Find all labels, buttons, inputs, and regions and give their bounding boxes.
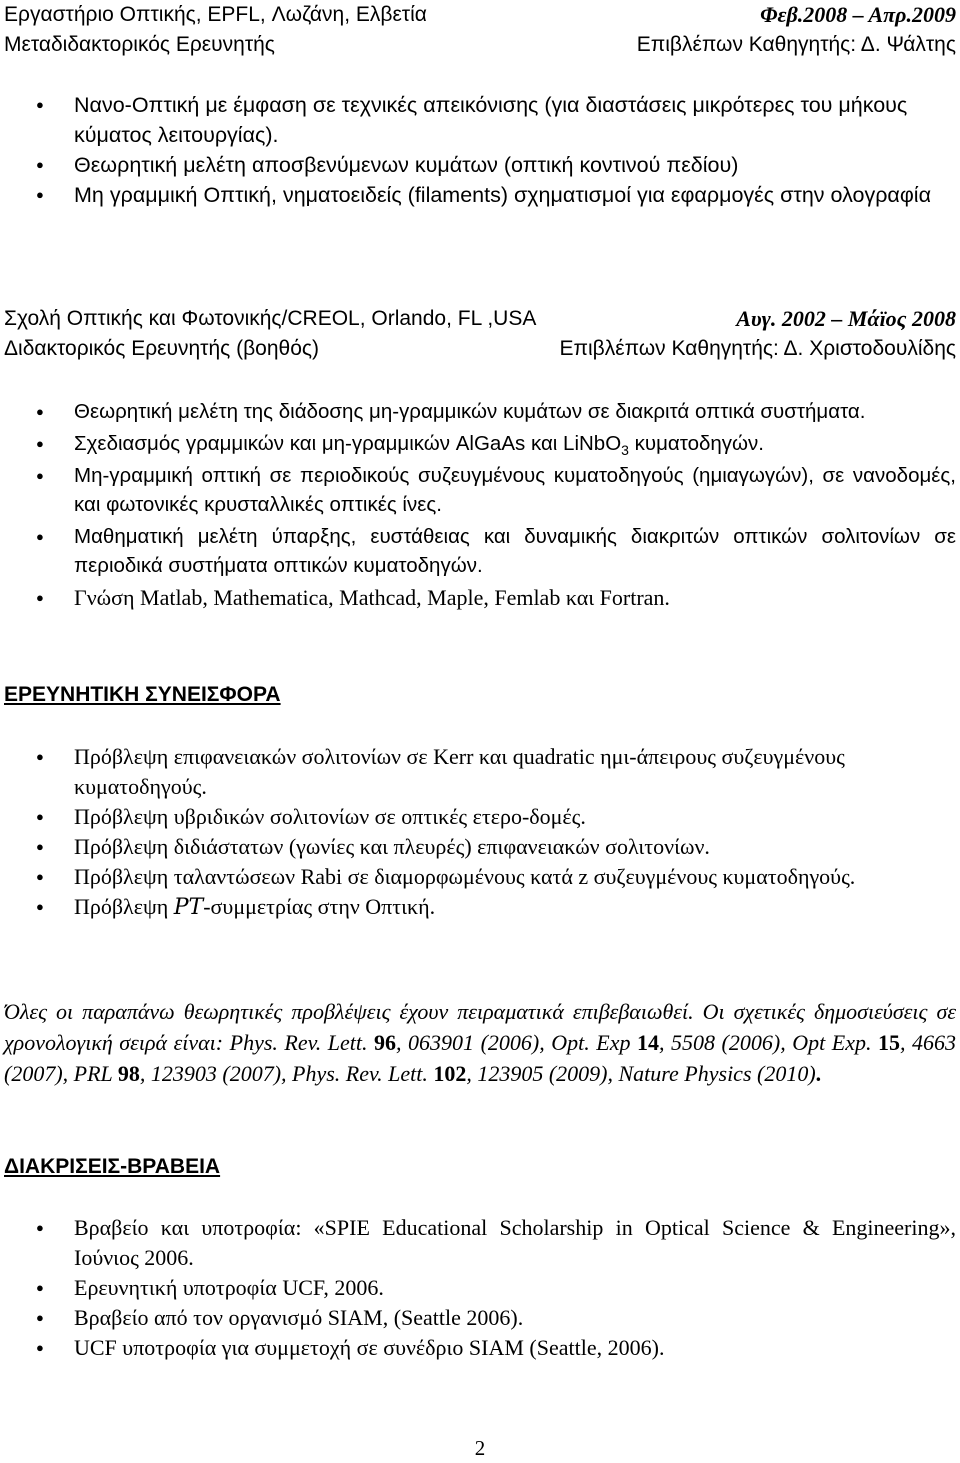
list-item: ● Πρόβλεψη διδιάστατων (γωνίες και πλευρές) επιφανειακών σολιτονίων.: [4, 832, 934, 862]
list-item: ● UCF υποτροφία για συμμετοχή σε συνέδριο SIAM (Seattle, 2006).: [4, 1333, 956, 1363]
list-item: ● Μη γραμμική Οπτική, νηματοειδείς (filaments) σχηματισμοί για εφαρμογές στην ολογραφία: [4, 180, 934, 210]
list-item-text: Σχεδιασμός γραμμικών και μη-γραμμικών AlGaAs και LiNbO: [74, 432, 622, 455]
supervisor-epfl: Επιβλέπων Καθηγητής: Δ. Ψάλτης: [636, 33, 956, 56]
list-item: [4, 583, 956, 612]
list-item: [4, 522, 956, 580]
lab-name: Εργαστήριο Οπτικής, EPFL, Λωζάνη, Ελβετία: [4, 3, 427, 26]
header-row-role: [4, 30, 956, 60]
list-item: ● Βραβείο από τον οργανισμό SIAM, (Seattle 2006).: [4, 1303, 956, 1333]
list-item: [4, 429, 956, 458]
note-text: , 123905 (2009), Nature Physics (2010): [466, 1061, 816, 1086]
note-text: Όλες οι παραπάνω θεωρητικές προβλέψεις έχουν πειραματικά επιβεβαιωθεί. Οι σχετικές δημοσιεύσεις σε χρονολογική σειρά είναι: Phys. Rev. Lett.: [4, 999, 956, 1055]
note-end: .: [815, 1061, 822, 1086]
volume: 98: [117, 1061, 140, 1086]
creol-topics-list: [4, 397, 956, 612]
school-name: Σχολή Οπτικής και Φωτονικής/CREOL, Orlando, FL ,USA: [4, 307, 537, 330]
note-text: , 123903 (2007), Phys. Rev. Lett.: [139, 1061, 434, 1086]
volume: 15: [878, 1030, 900, 1055]
publications-note: [4, 996, 956, 1089]
list-item: ● Βραβείο και υποτροφία: «SPIE Educational Scholarship in Optical Science & Engineering», Ιούνιος 2006.: [4, 1213, 956, 1273]
note-text: , 063901 (2006), Opt. Exp: [396, 1030, 638, 1055]
list-item: [4, 892, 934, 923]
note-text: , 5508 (2006), Opt Exp.: [659, 1030, 878, 1055]
header-row-lab: [4, 0, 956, 30]
supervisor-creol: Επιβλέπων Καθηγητής: Δ. Χριστοδουλίδης: [559, 337, 956, 360]
section-title-awards: ΔΙΑΚΡΙΣΕΙΣ-ΒΡΑΒΕΙΑ: [4, 1155, 221, 1178]
list-item: ● Ερευνητική υποτροφία UCF, 2006.: [4, 1273, 956, 1303]
list-item-text: -συμμετρίας στην Οπτική.: [203, 894, 436, 919]
list-item-text: Γνώση Matlab, Mathematica, Mathcad, Maple, Femlab και Fortran.: [74, 585, 670, 610]
list-item-text: Μαθηματική μελέτη ύπαρξης, ευστάθειας και δυναμικής διακριτών οπτικών σολιτονίων σε περιοδικά συστήματα οπτικών κυματοδηγών.: [74, 525, 956, 577]
list-item-text: Θεωρητική μελέτη της διάδοσης μη-γραμμικών κυμάτων σε διακριτά οπτικά συστήματα.: [74, 400, 866, 423]
period-creol: Αυγ. 2002 – Μάϊος 2008: [736, 306, 956, 331]
list-item-text: κυματοδηγών.: [628, 432, 764, 455]
list-item: ● Θεωρητική μελέτη αποσβενύμενων κυμάτων (οπτική κοντινού πεδίου): [4, 150, 934, 180]
list-item: [4, 397, 956, 426]
list-item-text: Πρόβλεψη: [74, 894, 174, 919]
volume: 102: [433, 1061, 467, 1086]
role-epfl: Μεταδιδακτορικός Ερευνητής: [4, 33, 275, 56]
header-row-school: [4, 304, 956, 334]
list-item: [4, 461, 956, 519]
note-text: , 4663 (2007), PRL: [4, 1030, 957, 1086]
list-item: ● Πρόβλεψη ταλαντώσεων Rabi σε διαμορφωμένους κατά z συζευγμένους κυματοδηγούς.: [4, 862, 934, 892]
epfl-topics-list: [4, 90, 934, 210]
role-creol: Διδακτορικός Ερευνητής (βοηθός): [4, 337, 319, 360]
awards-list: [4, 1213, 956, 1363]
period-epfl: Φεβ.2008 – Απρ.2009: [760, 2, 956, 27]
list-item: ● Νανο-Οπτική με έμφαση σε τεχνικές απεικόνισης (για διαστάσεις μικρότερες του μήκους κύματος λειτουργίας).: [4, 90, 934, 150]
volume: 96: [374, 1030, 397, 1055]
list-item: ● Πρόβλεψη υβριδικών σολιτονίων σε οπτικές ετερο-δομές.: [4, 802, 934, 832]
research-list: [4, 742, 934, 923]
list-item: ● Πρόβλεψη επιφανειακών σολιτονίων σε Kerr και quadratic ημι-άπειρους συζευγμένους κυματοδηγούς.: [4, 742, 934, 802]
list-item-text: Μη-γραμμική οπτική σε περιοδικούς συζευγμένους κυματοδηγούς (ημιαγωγών), σε νανοδομές, και φωτονικές κρυσταλλικές οπτικές ίνες.: [74, 464, 956, 516]
volume: 14: [637, 1030, 660, 1055]
pt-symbol: PT: [173, 895, 204, 920]
header-row-phd: [4, 334, 956, 364]
section-title-research: ΕΡΕΥΝΗΤΙΚΗ ΣΥΝΕΙΣΦΟΡΑ: [4, 683, 281, 706]
subscript: 3: [621, 442, 629, 459]
page-number: 2: [474, 1436, 486, 1460]
